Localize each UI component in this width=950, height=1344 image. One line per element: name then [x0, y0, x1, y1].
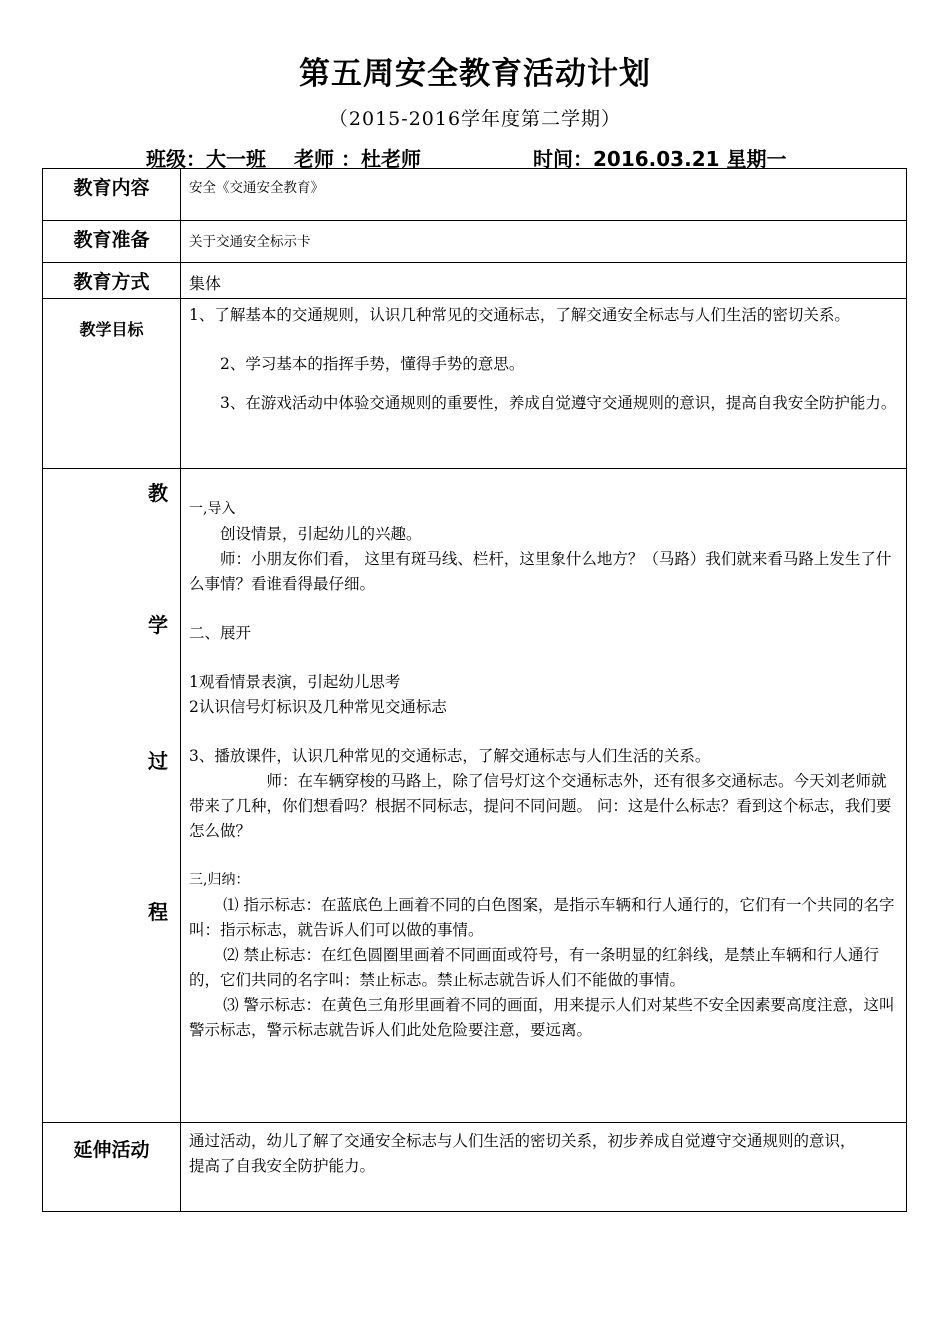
row-process	[43, 469, 907, 1123]
row-content	[43, 169, 907, 221]
row-label-extension: 延伸活动	[43, 1123, 181, 1212]
goal-item: 1、了解基本的交通规则，认识几种常见的交通标志，了解交通安全标志与人们生活的密切关系。	[189, 306, 850, 324]
row-label-method: 教育方式	[43, 263, 181, 299]
row-goals	[43, 299, 907, 469]
row-label-content: 教育内容	[43, 169, 181, 221]
row-value-method: 集体	[181, 263, 907, 299]
row-value-goals	[181, 299, 907, 469]
plan-table	[42, 168, 907, 1212]
row-value-prep: 关于交通安全标示卡	[181, 221, 907, 263]
row-value-process: 一,导入 创设情景，引起幼儿的兴趣。 师：小朋友你们看， 这里有斑马线、栏杆，这里象什么地方？（马路）我们就来看马路上发生了什么事情？看谁看得最仔细。 二、展开 1观看情景表演，引起幼儿思考 2认识信号灯标识及几种常见交通标志 3、播放课件，认识几种常见的交通标志，了解交通标志与人们生活的关系。 师：在车辆穿梭的马路上，除了信号灯这个交通标志外，还有很多交通标志。今天刘老师就带来了几种，你们想看吗？根据不同标志，提问不同问题。 问：这是什么标志？看到这个标志，我们要怎么做？ 三,归纳： ⑴ 指示标志：在蓝底色上画着不同的白色图案，是指示车辆和行人通行的，它们有一个共同的名字叫：指示标志，就告诉人们可以做的事情。 ⑵ 禁止标志：在红色圆圈里画着不同画面或符号，有一条明显的红斜线，是禁止车辆和行人通行的，它们共同的名字叫：禁止标志。禁止标志就告诉人们不能做的事情。 ⑶ 警示标志：在黄色三角形里画着不同的画面，用来提示人们对某些不安全因素要高度注意，这叫警示标志，警示标志就告诉人们此处危险要注意，要远离。	[181, 469, 907, 1123]
row-label-prep: 教育准备	[43, 221, 181, 263]
row-value-extension: 通过活动，幼儿了解了交通安全标志与人们生活的密切关系，初步养成自觉遵守交通规则的意识，提高了自我安全防护能力。	[181, 1123, 907, 1212]
goal-item: 2、学习基本的指挥手势，懂得手势的意思。	[220, 355, 525, 373]
row-extension	[43, 1123, 907, 1212]
teacher-label: 老师 ：杜老师	[294, 147, 421, 171]
document-title: 第五周安全教育活动计划	[299, 56, 651, 92]
document-subtitle: （2015-2016学年度第二学期）	[328, 108, 622, 130]
row-prep	[43, 221, 907, 263]
goal-item: 3、在游戏活动中体验交通规则的重要性，养成自觉遵守交通规则的意识，提高自我安全防护能力。	[220, 394, 897, 412]
row-method	[43, 263, 907, 299]
time-label: 时间：2016.03.21 星期一	[533, 147, 787, 171]
row-label-process: 教 学 过 程	[43, 469, 181, 1123]
row-value-content: 安全《交通安全教育》	[181, 169, 907, 221]
class-label: 班级：大一班	[146, 147, 266, 171]
row-label-goals: 教学目标	[43, 299, 181, 469]
